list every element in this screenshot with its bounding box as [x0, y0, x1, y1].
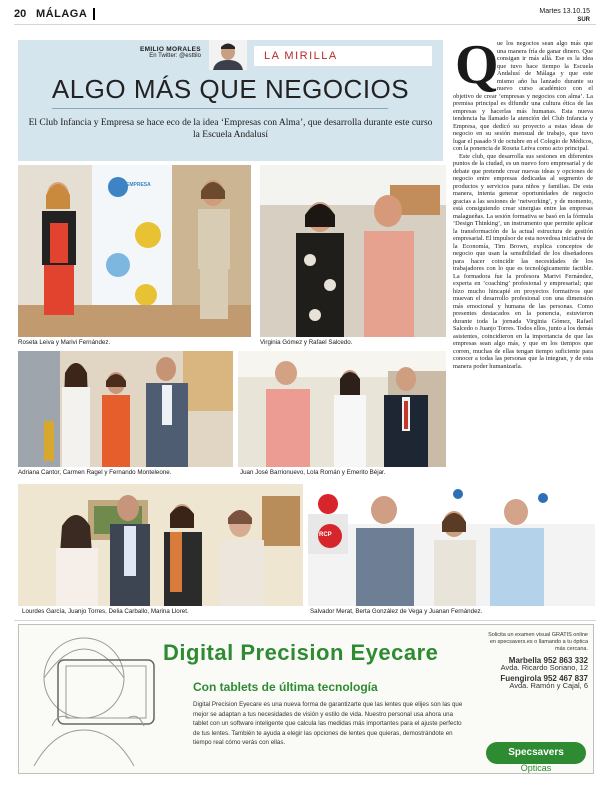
photo-salvador-berta-juanan	[308, 484, 595, 606]
photo-juanjose-lola-emerito	[238, 351, 446, 467]
ad-contact	[484, 632, 588, 689]
store-phone: 952 467 837	[543, 674, 588, 683]
store-address: Avda. Ramón y Cajal, 6	[509, 681, 588, 690]
author-twitter: En Twitter: @esttilo	[149, 53, 201, 59]
store-phone: 952 863 332	[543, 656, 588, 665]
article-body	[453, 34, 593, 510]
byline	[140, 46, 201, 60]
banner-text: EMPRESA	[126, 182, 151, 188]
header-rule	[14, 24, 596, 25]
column-name: LA MIRILLA	[254, 46, 432, 66]
banner-text: RCP	[319, 532, 332, 538]
photo-caption: Lourdes García, Juanjo Torres, Delia Carballo, Marina Lloret.	[22, 608, 189, 615]
brand-subtitle: Opticas	[520, 763, 552, 773]
store-address: Avda. Ricardo Soriano, 12	[500, 663, 588, 672]
store-city: Marbella	[508, 656, 542, 665]
photo-caption: Salvador Merat, Berta González de Vega y Juanan Fernández.	[310, 608, 483, 615]
ad-cta: Solicita un examen visual GRATIS online en specsavers.es o llamando a tu óptica más cercana.	[488, 632, 588, 652]
photo-roseta-marivi	[18, 165, 251, 337]
photo-adriana-carmen-fernando	[18, 351, 233, 467]
date: Martes 13.10.15	[539, 8, 590, 15]
drop-cap: Q	[455, 34, 499, 96]
ad-body: Digital Precision Eyecare es una nueva forma de garantizarte que las lentes que elijes son las que mejor se adaptan a tus necesidades de visión y estilo de vida. Nuestro personal usa ahora una tablet con un software inteligente que calcula las medidas más importantes para el ajuste perfecto de tus lentes. También te ayuda a elegir las opciones de lentes que quieras, demostrándote en tiempo real cómo verás con ellas.	[193, 701, 463, 747]
section-label: MÁLAGA	[36, 8, 95, 20]
store-city: Fuengirola	[500, 674, 542, 683]
subhead: El Club Infancia y Empresa se hace eco de la idea ‘Empresas con Alma’, que desarrolla durante este curso la Escuela Andalusí	[28, 118, 433, 140]
article-paragraph: Este club, que desarrolla sus sesiones en diferentes puntos de la ciudad, es un nuevo foro empresarial y de debate que pretende crear nuevas ideas y opciones de negocio entre empresas dedicadas al segmento de productos y servicios para niños y familias. De esta manera, intenta generar oportunidades de negocio gracias a las sesiones de ‘networking’, y de momento, está consiguiendo crear sinergias entre las empresas malagueñas. La sesión formativa se basó en la fórmula ‘Design Thinking’, un instrumento que permite aplicar la transformación de la actual estructura de gestión empresarial. El impulsor de esta novedosa iniciativa de la Economía, Tim Brown, explica conceptos de negocio que usan la sensibilidad de los diseñadores para hacer coincidir las necesidades de los trabajadores con lo que es tecnológicamente factible. La formadora fue la profesora Marivi Fernández, experta en ‘coaching’ profesional y empresarial; que hizo mucho hincapié en proyectos formativos que muevan el desarrollo profesional con una dimensión más emocional y humana de las personas. Como presentes destacados en la ponencia, estuvieron durante toda la jornada Virginia Gómez, Rafael Salcedo o Juanjo Torres. Todos ellos, junto a los demás asistentes, coincidieron en la importancia de que las empresas sean algo más, y que en los tiempos que corren, muchas de ellas tengan tiempo suficiente para conocer a todas las personas que la integran, y de esta manera poder humanizarla.	[453, 152, 593, 370]
paper-name: SUR	[577, 17, 590, 23]
headline: ALGO MÁS QUE NEGOCIOS	[51, 74, 410, 104]
photo-lourdes-juanjo-delia-marina	[18, 484, 303, 606]
ad-title: Digital Precision Eyecare	[163, 640, 439, 665]
brand-logo: Specsavers	[486, 742, 586, 764]
photo-caption: Virginia Gómez y Rafael Salcedo.	[260, 339, 353, 346]
dateline	[539, 8, 590, 24]
tablet-illustration	[24, 630, 164, 766]
photo-virginia-rafael	[260, 165, 446, 337]
page-number: 20	[14, 8, 27, 20]
author-name: EMILIO MORALES	[140, 46, 201, 53]
photo-caption: Juan José Barrionuevo, Lola Román y Emerito Béjar.	[240, 469, 386, 476]
photo-caption: Roseta Leiva y Marivi Fernández.	[18, 339, 111, 346]
author-portrait	[209, 40, 247, 70]
article-paragraph: ue los negocios sean algo más que una manera fría de ganar dinero. Que consigan ir más allá. Ese es la idea que tuvo hace tiempo la Escuela Andalusí de Málaga y que este mismo año ha lanzado durante su nuevo curso académico con el objetivo de crear ‘empresas y negocios con alma’. La premisa principal es difundir una cultura ética de las empresas y hacerlas más humanas. Esta nueva tendencia ha llamado la atención del Club Infancia y Empresa, que dedicó su proyecto a estas ideas de negocio en su sesión mensual de trabajo, que tuvo lugar el pasado 9 de octubre en el Colegio de Médicos, con la ponencia de Roseta Leiva como acto principal.	[453, 40, 593, 152]
photo-caption: Adriana Cantor, Carmen Ragel y Fernando Monteleone.	[18, 469, 172, 476]
ad-subtitle: Con tablets de última tecnología	[193, 680, 378, 694]
headline-rule	[52, 108, 388, 109]
